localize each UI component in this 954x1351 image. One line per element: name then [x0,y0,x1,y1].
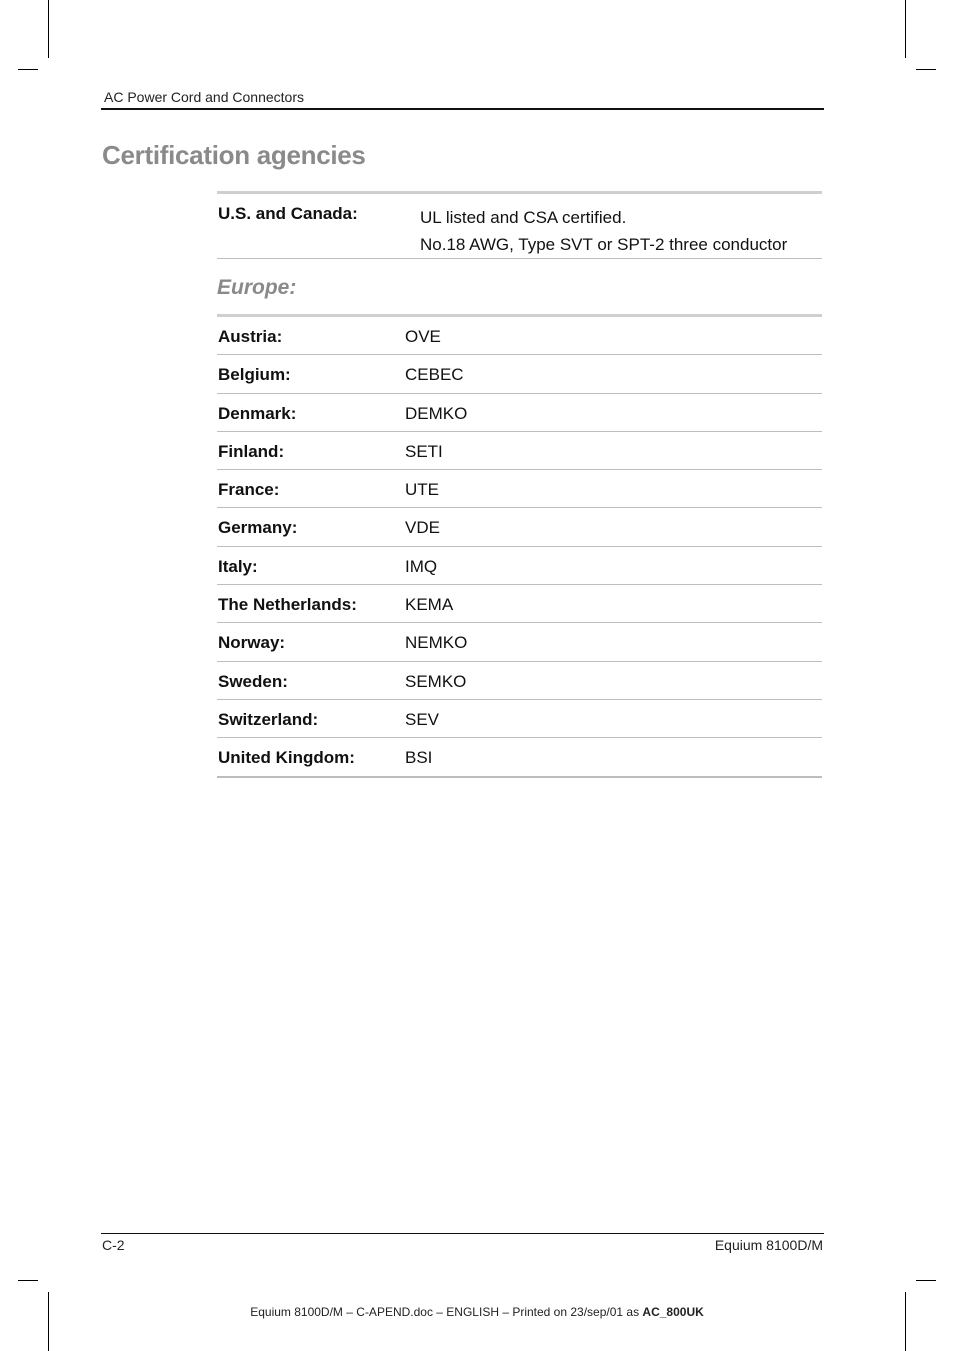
print-info-file: AC_800UK [642,1305,704,1319]
crop-mark [916,1280,936,1281]
europe-rows [217,317,822,777]
print-info [0,1305,954,1319]
table-row [217,547,822,585]
crop-mark [18,1280,38,1281]
header-rule [101,108,824,110]
table-row [217,355,822,393]
agency-value: SEMKO [405,671,467,691]
country-label: The Netherlands: [218,595,357,615]
crop-mark [18,69,38,70]
table-row [217,662,822,700]
agency-value: NEMKO [405,633,468,653]
table-row [217,394,822,432]
agency-value: UTE [405,480,439,500]
agency-value: SETI [405,441,443,461]
table-row [217,508,822,546]
table-row [217,623,822,661]
us-canada-block [217,191,822,259]
us-canada-line: UL listed and CSA certified. [420,208,627,227]
agency-value: KEMA [405,595,454,615]
divider [217,258,822,259]
table-row [217,317,822,355]
table-row [217,470,822,508]
us-canada-value [420,204,787,258]
europe-heading: Europe: [217,276,297,299]
table-row [217,432,822,470]
page-number: C-2 [102,1237,125,1253]
product-name: Equium 8100D/M [714,1237,823,1253]
crop-mark [905,0,906,58]
us-canada-label: U.S. and Canada: [218,204,358,223]
print-info-text: Equium 8100D/M – C-APEND.doc – ENGLISH – Printed on 23/sep/01 as [250,1305,643,1319]
table-row [217,700,822,738]
agency-value: SEV [405,709,440,729]
europe-table [217,314,822,778]
country-label: Germany: [218,518,298,538]
table-row [217,585,822,623]
footer-rule [101,1233,824,1234]
country-label: Belgium: [218,365,291,385]
country-label: Finland: [218,441,285,461]
country-label: Norway: [218,633,286,653]
crop-mark [905,1292,906,1351]
country-label: United Kingdom: [218,748,355,768]
page-title: Certification agencies [102,140,366,170]
crop-mark [48,0,49,58]
agency-value: OVE [405,327,441,346]
country-label: Austria: [218,327,283,346]
agency-value: VDE [405,518,440,538]
agency-value: DEMKO [405,403,468,423]
us-canada-row [217,194,822,258]
country-label: Denmark: [218,403,297,423]
agency-value: BSI [405,748,433,768]
table-row [217,738,822,776]
crop-mark [48,1292,49,1351]
us-canada-line: No.18 AWG, Type SVT or SPT-2 three conductor [420,235,788,254]
agency-value: IMQ [405,556,438,576]
country-label: Italy: [218,556,258,576]
country-label: Switzerland: [218,709,319,729]
country-label: Sweden: [218,671,288,691]
crop-mark [916,69,936,70]
country-label: France: [218,480,280,500]
running-header: AC Power Cord and Connectors [104,89,304,105]
agency-value: CEBEC [405,365,464,385]
